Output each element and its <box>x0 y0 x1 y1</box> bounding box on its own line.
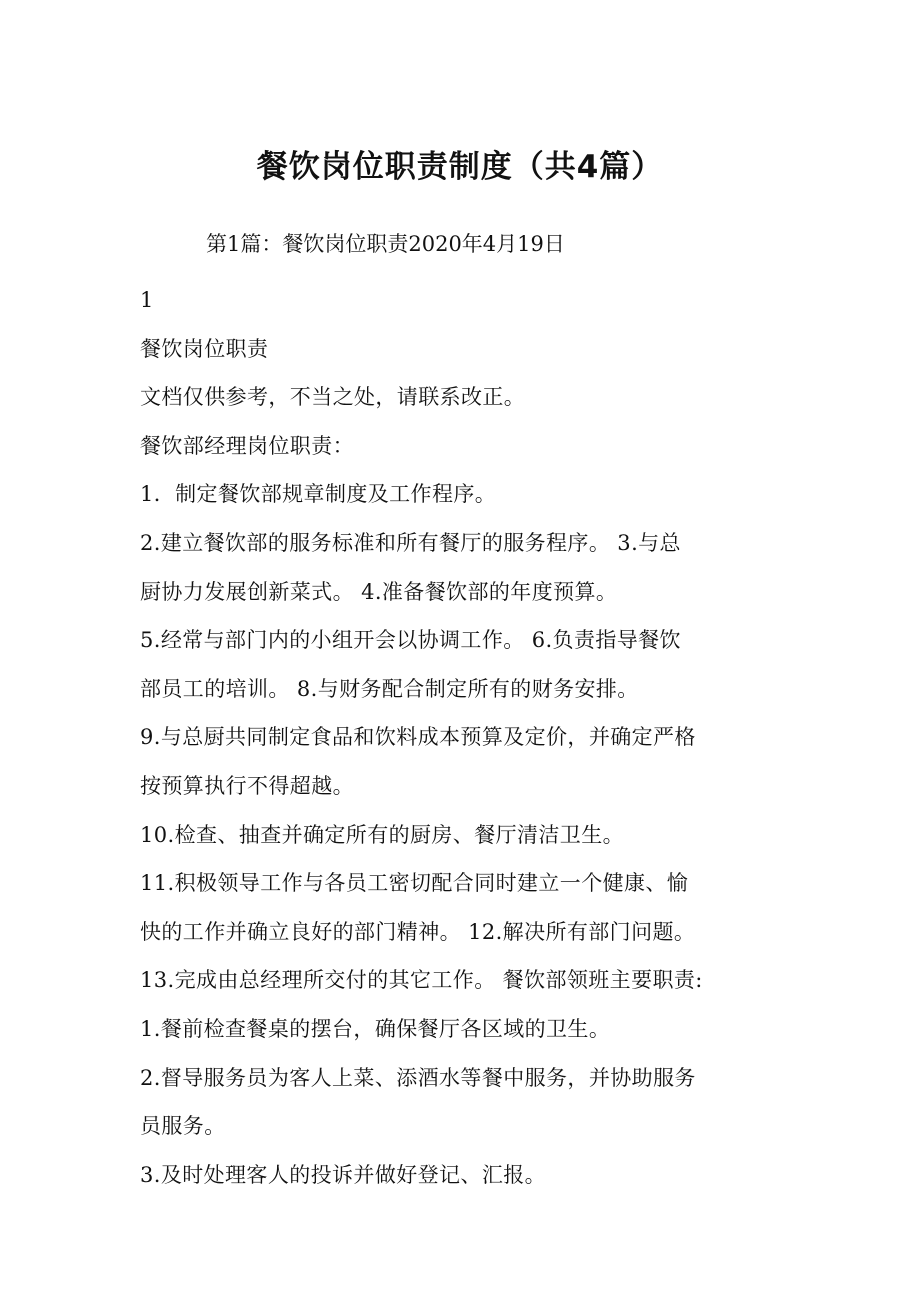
body-line: 3.及时处理客人的投诉并做好登记、汇报。 <box>140 1162 547 1187</box>
body-line: 1．制定餐饮部规章制度及工作程序。 <box>140 482 497 507</box>
body-line: 2.督导服务员为客人上菜、添酒水等餐中服务，并协助服务 <box>140 1065 696 1090</box>
body-line: 9.与总厨共同制定食品和饮料成本预算及定价，并确定严格 <box>140 725 696 750</box>
body-line: 按预算执行不得超越。 <box>140 773 354 798</box>
document-title: 餐饮岗位职责制度（共4篇） <box>256 149 664 185</box>
body-line: 2.建立餐饮部的服务标准和所有餐厅的服务程序。 3.与总 <box>140 530 681 555</box>
body-line: 5.经常与部门内的小组开会以协调工作。 6.负责指导餐饮 <box>140 628 681 653</box>
body-line: 10.检查、抽查并确定所有的厨房、餐厅清洁卫生。 <box>140 822 624 847</box>
page-number-line: 1 <box>140 288 154 312</box>
body-line: 11.积极领导工作与各员工密切配合同时建立一个健康、愉 <box>140 871 689 896</box>
body-line: 快的工作并确立良好的部门精神。 12.解决所有部门问题。 <box>140 919 696 944</box>
document-subtitle: 第1篇：餐饮岗位职责2020年4月19日 <box>206 232 565 256</box>
body-line: 13.完成由总经理所交付的其它工作。 餐饮部领班主要职责: <box>140 968 703 993</box>
body-line: 厨协力发展创新菜式。 4.准备餐饮部的年度预算。 <box>140 579 618 604</box>
section-heading: 餐饮岗位职责 <box>140 336 269 361</box>
body-line: 员服务。 <box>140 1114 226 1139</box>
disclaimer-line: 文档仅供参考，不当之处，请联系改正。 <box>140 385 526 410</box>
manager-duties-heading: 餐饮部经理岗位职责： <box>140 433 354 458</box>
document-body <box>140 276 800 1199</box>
body-line: 1.餐前检查餐桌的摆台，确保餐厅各区域的卫生。 <box>140 1016 611 1041</box>
body-line: 部员工的培训。 8.与财务配合制定所有的财务安排。 <box>140 676 639 701</box>
